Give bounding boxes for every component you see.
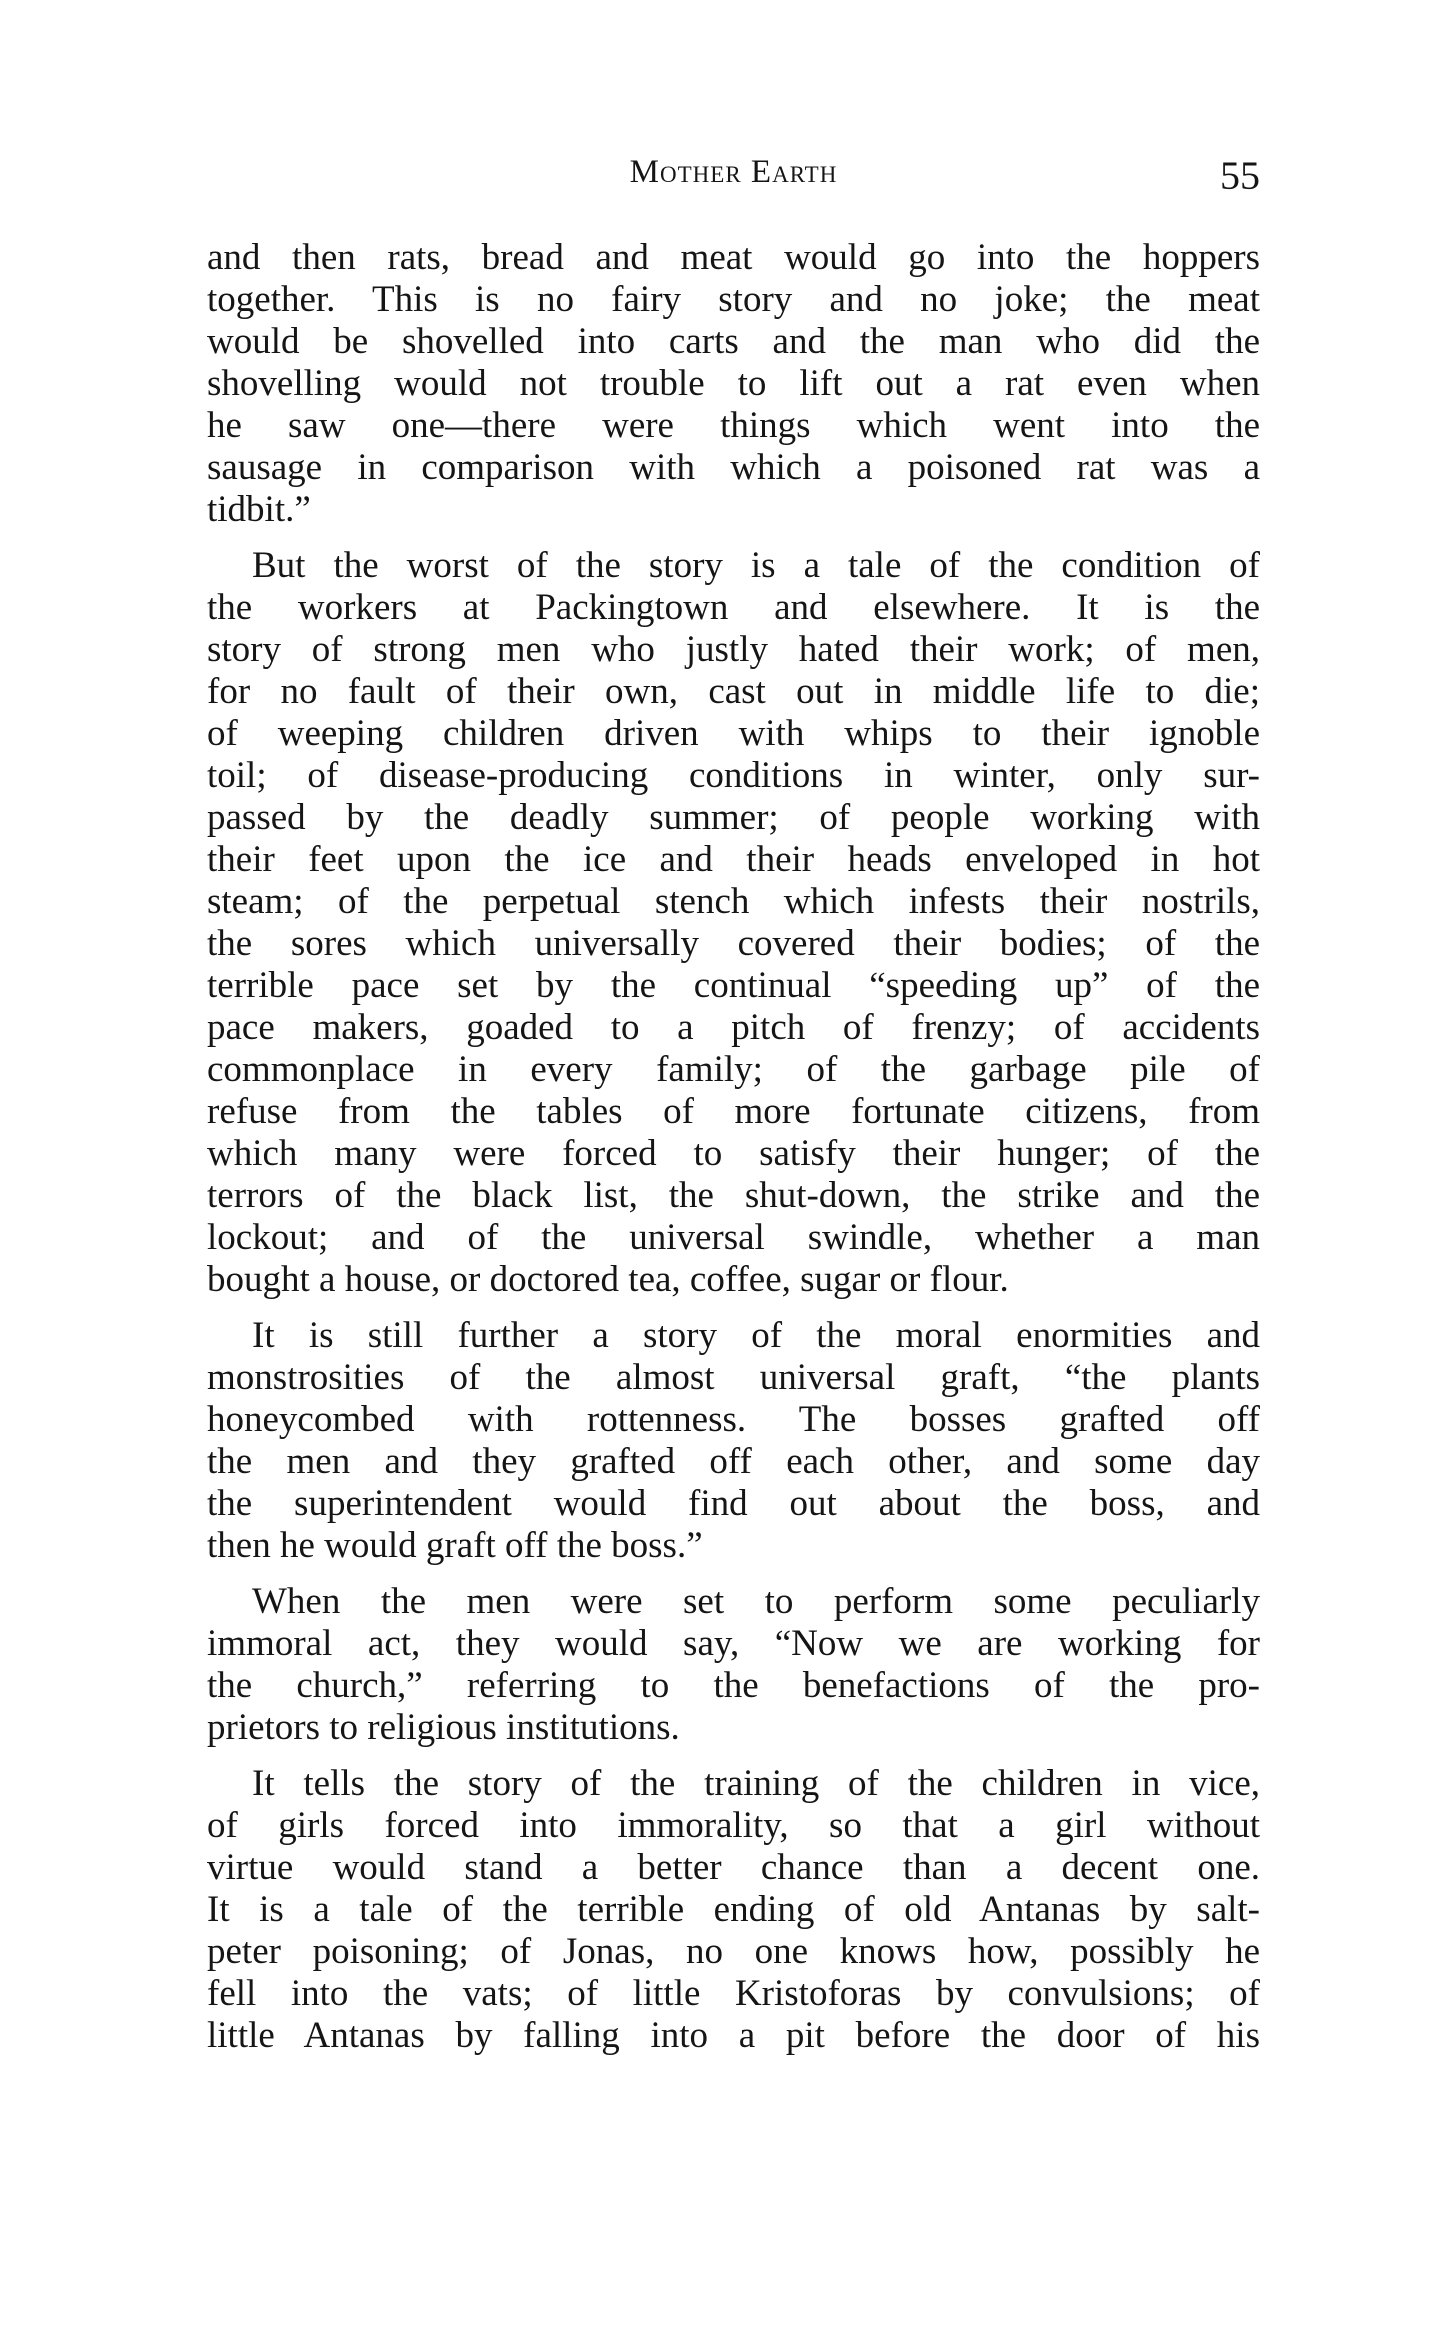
text-line: refuse from the tables of more fortunate citizens, from — [207, 1091, 1260, 1132]
paragraph — [207, 1315, 1260, 1567]
text-line: passed by the deadly summer; of people working with — [207, 797, 1260, 838]
text-line: of girls forced into immorality, so that a girl without — [207, 1805, 1260, 1846]
text-line: together. This is no fairy story and no joke; the meat — [207, 279, 1260, 320]
text-line: bought a house, or doctored tea, coffee, sugar or flour. — [207, 1259, 1009, 1300]
text-line: the sores which universally covered their bodies; of the — [207, 923, 1260, 964]
text-line: sausage in comparison with which a poisoned rat was a — [207, 447, 1260, 488]
text-line: story of strong men who justly hated their work; of men, — [207, 629, 1260, 670]
paragraph — [207, 1763, 1260, 2057]
text-line: terrors of the black list, the shut-down, the strike and the — [207, 1175, 1260, 1216]
text-line: It is a tale of the terrible ending of old Antanas by salt- — [207, 1889, 1260, 1930]
text-line: It is still further a story of the moral enormities and — [252, 1315, 1260, 1356]
text-line: the church,” referring to the benefactions of the pro- — [207, 1665, 1260, 1706]
text-line: would be shovelled into carts and the man who did the — [207, 321, 1260, 362]
text-line: shovelling would not trouble to lift out a rat even when — [207, 363, 1260, 404]
text-line: prietors to religious institutions. — [207, 1707, 680, 1748]
text-line: the superintendent would find out about the boss, and — [207, 1483, 1260, 1524]
text-line: the men and they grafted off each other, and some day — [207, 1441, 1260, 1482]
paragraph — [207, 545, 1260, 1301]
page-number: 55 — [1220, 153, 1260, 198]
running-title: Mother Earth — [629, 154, 838, 190]
text-line: for no fault of their own, cast out in middle life to die; — [207, 671, 1260, 712]
text-line: But the worst of the story is a tale of the condition of — [252, 545, 1260, 586]
text-line: little Antanas by falling into a pit before the door of his — [207, 2015, 1260, 2056]
text-line: immoral act, they would say, “Now we are working for — [207, 1623, 1260, 1664]
text-line: terrible pace set by the continual “speeding up” of the — [207, 965, 1260, 1006]
text-line: honeycombed with rottenness. The bosses grafted off — [207, 1399, 1260, 1440]
text-line: peter poisoning; of Jonas, no one knows how, possibly he — [207, 1931, 1260, 1972]
text-line: the workers at Packingtown and elsewhere. It is the — [207, 587, 1260, 628]
page-header — [207, 152, 1260, 202]
text-line: he saw one—there were things which went into the — [207, 405, 1260, 446]
text-line: their feet upon the ice and their heads enveloped in hot — [207, 839, 1260, 880]
text-line: which many were forced to satisfy their hunger; of the — [207, 1133, 1260, 1174]
paragraph — [207, 1581, 1260, 1749]
text-line: and then rats, bread and meat would go into the hoppers — [207, 237, 1260, 278]
text-line: monstrosities of the almost universal graft, “the plants — [207, 1357, 1260, 1398]
text-line: commonplace in every family; of the garbage pile of — [207, 1049, 1260, 1090]
text-line: When the men were set to perform some peculiarly — [252, 1581, 1260, 1622]
text-line: of weeping children driven with whips to their ignoble — [207, 713, 1260, 754]
text-line: lockout; and of the universal swindle, whether a man — [207, 1217, 1260, 1258]
text-line: fell into the vats; of little Kristoforas by convulsions; of — [207, 1973, 1260, 2014]
text-line: toil; of disease-producing conditions in winter, only sur- — [207, 755, 1260, 796]
text-line: tidbit.” — [207, 489, 311, 530]
text-line: virtue would stand a better chance than a decent one. — [207, 1847, 1260, 1888]
page-body — [207, 237, 1260, 2071]
text-line: steam; of the perpetual stench which infests their nostrils, — [207, 881, 1260, 922]
text-line: then he would graft off the boss.” — [207, 1525, 703, 1566]
text-line: It tells the story of the training of the children in vice, — [252, 1763, 1260, 1804]
text-line: pace makers, goaded to a pitch of frenzy; of accidents — [207, 1007, 1260, 1048]
paragraph — [207, 237, 1260, 531]
